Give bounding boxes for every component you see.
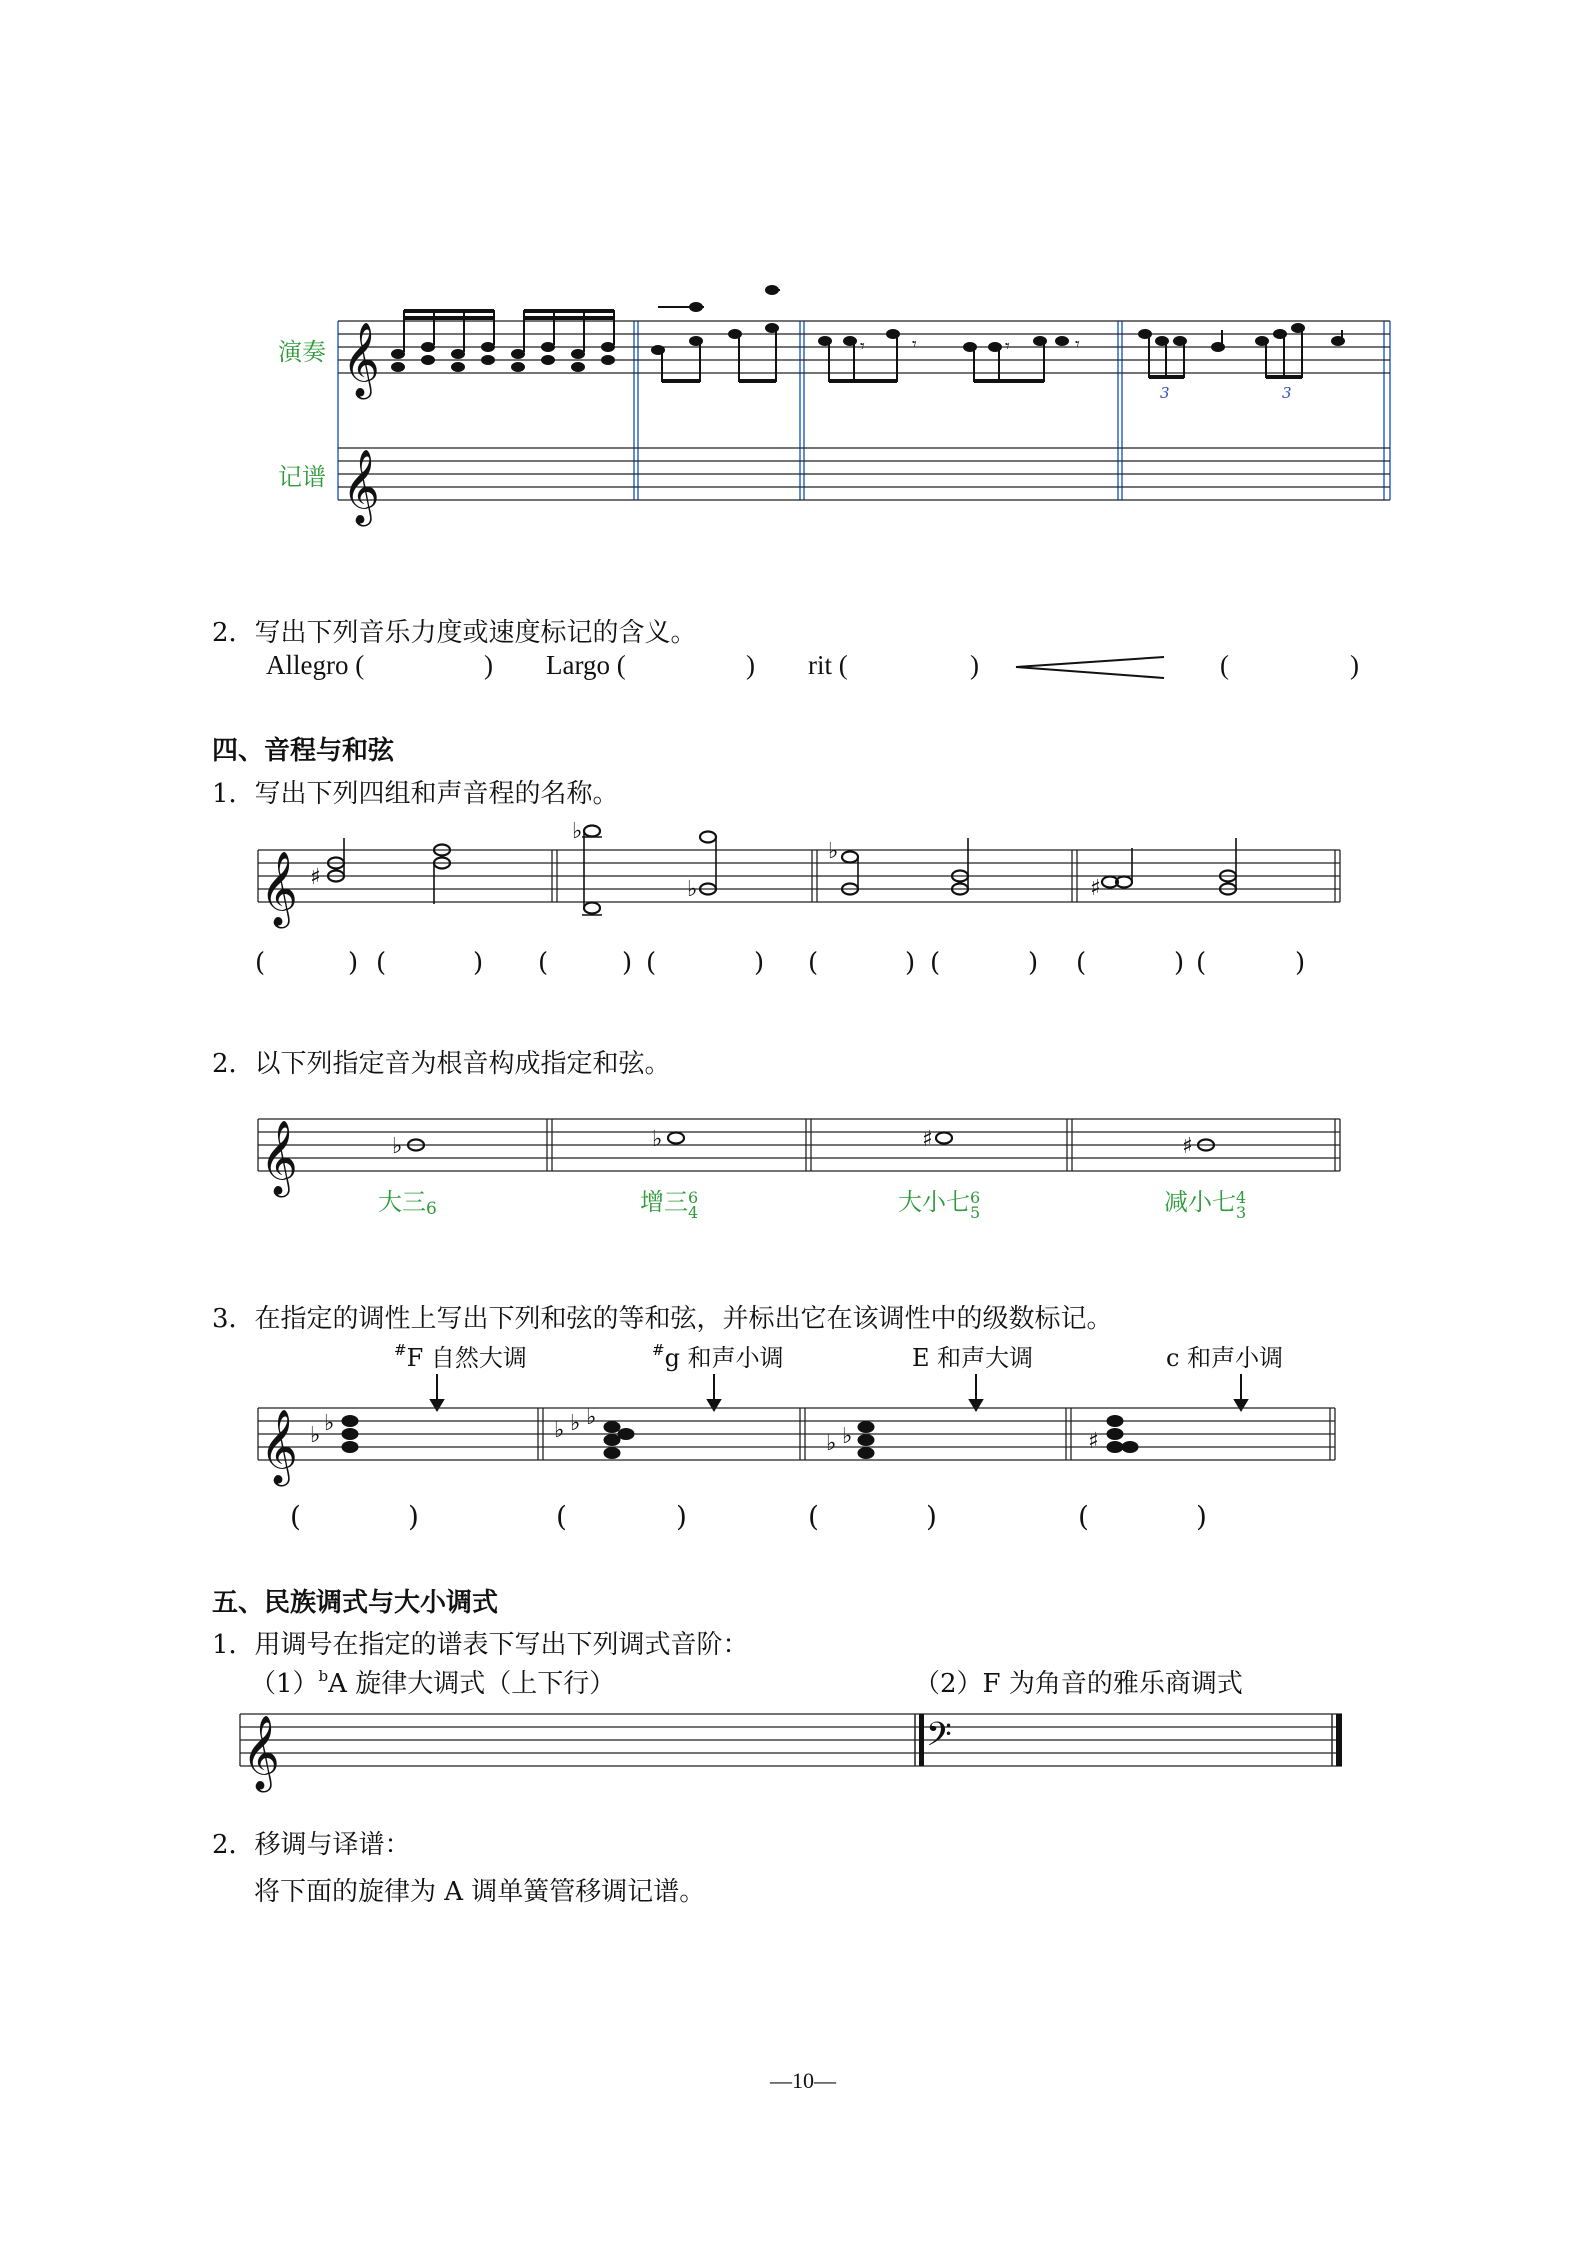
svg-text:♭: ♭ [586, 1405, 597, 1430]
svg-text:♭: ♭ [324, 1411, 335, 1436]
page-number: —10— [770, 2068, 836, 2093]
section-5-question-2-desc: 将下面的旋律为 A 调单簧管移调记谱。 [254, 1877, 706, 1907]
rit-close: ) [970, 650, 979, 680]
scale-2-label: （2）F 为角音的雅乐商调式 [914, 1669, 1243, 1699]
question-tempo-marks: 2．写出下列音乐力度或速度标记的含义。 [212, 618, 697, 648]
largo-close: ) [746, 650, 755, 680]
svg-text:𝄞: 𝄞 [342, 450, 380, 524]
section-5-question-2: 2．移调与译谱： [212, 1830, 411, 1860]
svg-text:♭: ♭ [554, 1418, 565, 1443]
svg-text:𝄾: 𝄾 [912, 334, 917, 355]
chord-label-dominant-seventh: 大小七6 5 [898, 1188, 981, 1222]
hairpin-close: ) [1350, 650, 1359, 680]
section-5-question-1: 1．用调号在指定的谱表下写出下列调式音阶： [212, 1630, 749, 1660]
svg-text:𝄞: 𝄞 [260, 852, 298, 926]
label-play: 演奏 [278, 338, 326, 366]
section-5-title: 五、民族调式与大小调式 [212, 1588, 499, 1618]
svg-text:𝄾: 𝄾 [860, 336, 865, 357]
section-4-question-2: 2．以下列指定音为根音构成指定和弦。 [212, 1049, 671, 1079]
svg-text:♯: ♯ [310, 865, 321, 890]
allegro-close: ) [484, 650, 493, 680]
svg-text:♯: ♯ [1182, 1134, 1193, 1159]
key-fsharp-major: #F 自然大调 [394, 1341, 527, 1372]
section-4-question-3: 3．在指定的调性上写出下列和弦的等和弦，并标出它在该调性中的级数标记。 [212, 1304, 1113, 1334]
svg-text:♯: ♯ [1090, 876, 1101, 901]
svg-text:♭: ♭ [687, 877, 698, 902]
svg-text:♭: ♭ [842, 1424, 853, 1449]
svg-text:𝄞: 𝄞 [260, 1121, 298, 1195]
svg-text:♭: ♭ [572, 819, 583, 844]
svg-text:𝄢: 𝄢 [926, 1716, 952, 1762]
chord-label-augmented-triad: 增三6 4 [640, 1188, 699, 1222]
svg-text:𝄞: 𝄞 [242, 1716, 280, 1790]
svg-text:♭: ♭ [392, 1134, 403, 1159]
hairpin-open: ( [1220, 650, 1229, 680]
svg-text:♭: ♭ [826, 1431, 837, 1456]
triplet-mark-1: 3 [1160, 384, 1170, 402]
svg-text:♯: ♯ [922, 1127, 933, 1152]
svg-text:𝄞: 𝄞 [260, 1410, 298, 1484]
svg-text:♭: ♭ [652, 1127, 663, 1152]
triplet-mark-2: 3 [1282, 384, 1292, 402]
svg-text:𝄾: 𝄾 [1075, 334, 1080, 355]
section-4-title: 四、音程与和弦 [212, 736, 395, 766]
section-4-question-1: 1．写出下列四组和声音程的名称。 [212, 779, 619, 809]
key-c-harmonic-minor: c 和声小调 [1166, 1344, 1284, 1372]
chord-label-major-triad: 大三6 [378, 1188, 437, 1219]
svg-text:♭: ♭ [828, 839, 839, 864]
chord-label-half-diminished-seventh: 减小七4 3 [1164, 1188, 1247, 1222]
svg-text:♭: ♭ [570, 1411, 581, 1436]
allegro-label: Allegro ( [266, 650, 365, 680]
scale-1-label: $(1)^bA$ 旋律大调式（上下行） [250, 1667, 616, 1699]
svg-text:𝄾: 𝄾 [1005, 336, 1010, 357]
rit-label: rit ( [808, 650, 848, 680]
label-write: 记谱 [278, 463, 326, 491]
svg-text:♯: ♯ [1088, 1429, 1099, 1454]
key-gsharp-harmonic-minor: #g 和声小调 [652, 1341, 784, 1372]
key-e-harmonic-major: E 和声大调 [912, 1344, 1034, 1372]
svg-text:𝄞: 𝄞 [342, 323, 380, 397]
largo-label: Largo ( [546, 650, 626, 680]
svg-text:♭: ♭ [310, 1423, 321, 1448]
